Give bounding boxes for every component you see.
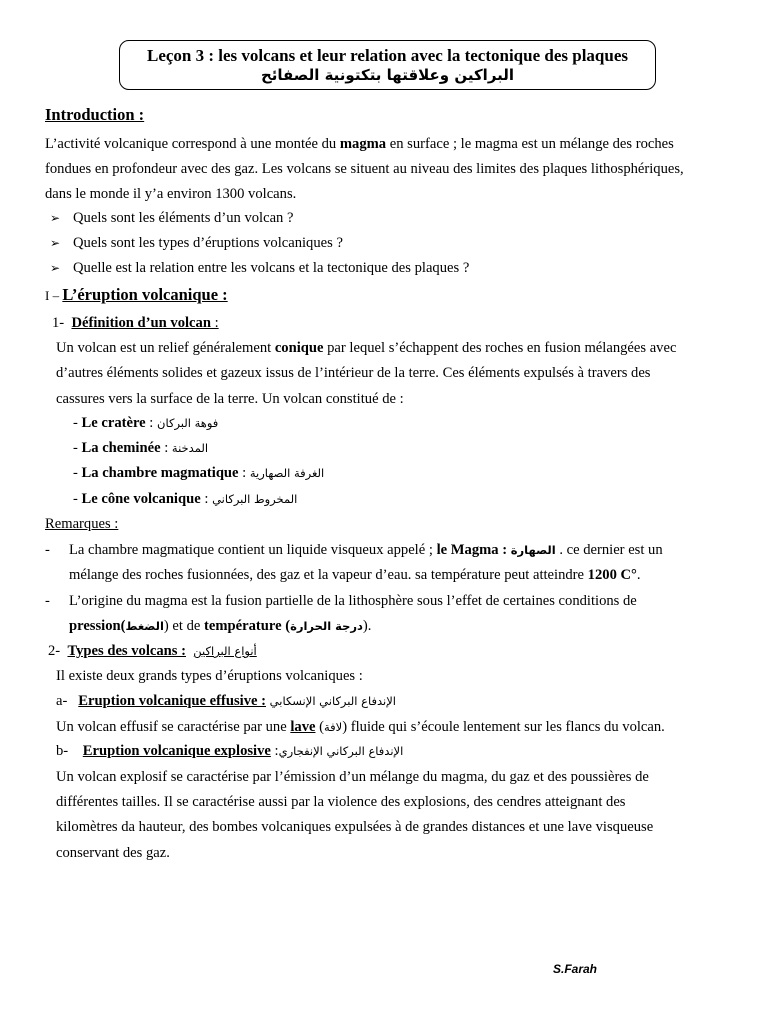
intro-question-2: Quels sont les types d’éruptions volcaniques ? — [73, 235, 343, 251]
volcano-part-cone: - Le cône volcanique : المخروط البركاني — [73, 491, 298, 507]
effusive-heading: a- Eruption volcanique effusive : الإندفاع البركاني الإنسكابي — [56, 693, 396, 709]
lesson-title: Leçon 3 : les volcans et leur relation avec la tectonique des plaques — [146, 46, 628, 65]
intro-paragraph-line-1: L’activité volcanique correspond à une montée du magma en surface ; le magma est un mélange des roches — [45, 136, 674, 152]
remark-1-line-2: mélange des roches fusionnées, des gaz et la vapeur d’eau. sa température peut atteindre 1200 C°. — [69, 567, 641, 583]
remark-1-line-1: La chambre magmatique contient un liquide visqueux appelé ; le Magma : الصهارة . ce dernier est un — [69, 542, 663, 558]
definition-line-2: d’autres éléments solides et gazeux issus de l’intérieur de la terre. Ces éléments expulsés à travers des — [56, 365, 651, 381]
definition-line-3: cassures vers la surface de la terre. Un volcan constitué de : — [56, 391, 404, 407]
lesson-title-arabic: البراكين وعلاقتها بتكتونية الصفائح — [260, 66, 515, 84]
intro-question-3: Quelle est la relation entre les volcans et la tectonique des plaques ? — [73, 260, 470, 276]
explosive-line-3: kilomètres da hauteur, des bombes volcaniques expulsées à de grandes distances et une lave visqueuse — [56, 819, 654, 835]
arrow-bullet-icon: ➢ — [50, 261, 61, 275]
types-intro: Il existe deux grands types d’éruptions volcaniques : — [56, 668, 363, 684]
effusive-description: Un volcan effusif se caractérise par une lave (لافة) fluide qui s’écoule lentement sur les flancs du volcan. — [56, 719, 665, 735]
remarks-label: Remarques : — [45, 516, 119, 532]
remark-2-line-2: pression(الضغط) et de température (درجة الحرارة). — [69, 618, 372, 634]
explosive-line-4: conservant des gaz. — [56, 845, 170, 861]
explosive-line-2: différentes tailles. Il se caractérise aussi par la violence des explosions, des cendres atteignant des — [56, 794, 626, 810]
intro-heading: Introduction : — [45, 105, 145, 124]
types-heading: 2- Types des volcans : أنواع البراكين — [48, 643, 257, 659]
intro-question-1: Quels sont les éléments d’un volcan ? — [73, 210, 294, 226]
volcano-part-chimney: - La cheminée : المدخنة — [73, 440, 209, 456]
intro-paragraph-line-2: fondues en profondeur avec des gaz. Les volcans se situent au niveau des limites des plaques lithosphériques, — [45, 161, 684, 177]
definition-heading: 1- Définition d’un volcan : — [52, 315, 219, 331]
explosive-line-1: Un volcan explosif se caractérise par l’émission d’un mélange du magma, du gaz et des poussières de — [56, 769, 649, 785]
intro-paragraph-line-3: dans le monde il y’a environ 1300 volcans. — [45, 186, 297, 202]
remark-dash: - — [45, 593, 50, 609]
remark-dash: - — [45, 542, 50, 558]
author-signature: S.Farah — [553, 962, 598, 976]
definition-line-1: Un volcan est un relief généralement conique par lequel s’échappent des roches en fusion mélangées avec — [56, 340, 677, 356]
arrow-bullet-icon: ➢ — [50, 211, 61, 225]
volcano-part-crater: - Le cratère : فوهة البركان — [73, 415, 219, 431]
lesson-title-box — [119, 40, 656, 90]
explosive-heading: b- Eruption volcanique explosive :الإندفاع البركاني الإنفجاري — [56, 743, 404, 759]
remark-2-line-1: L’origine du magma est la fusion partielle de la lithosphère sous l’effet de certaines conditions de — [69, 593, 637, 609]
section-1-heading: I – L’éruption volcanique : — [45, 285, 228, 304]
volcano-part-chamber: - La chambre magmatique : الغرفة الصهارية — [73, 465, 325, 481]
arrow-bullet-icon: ➢ — [50, 236, 61, 250]
